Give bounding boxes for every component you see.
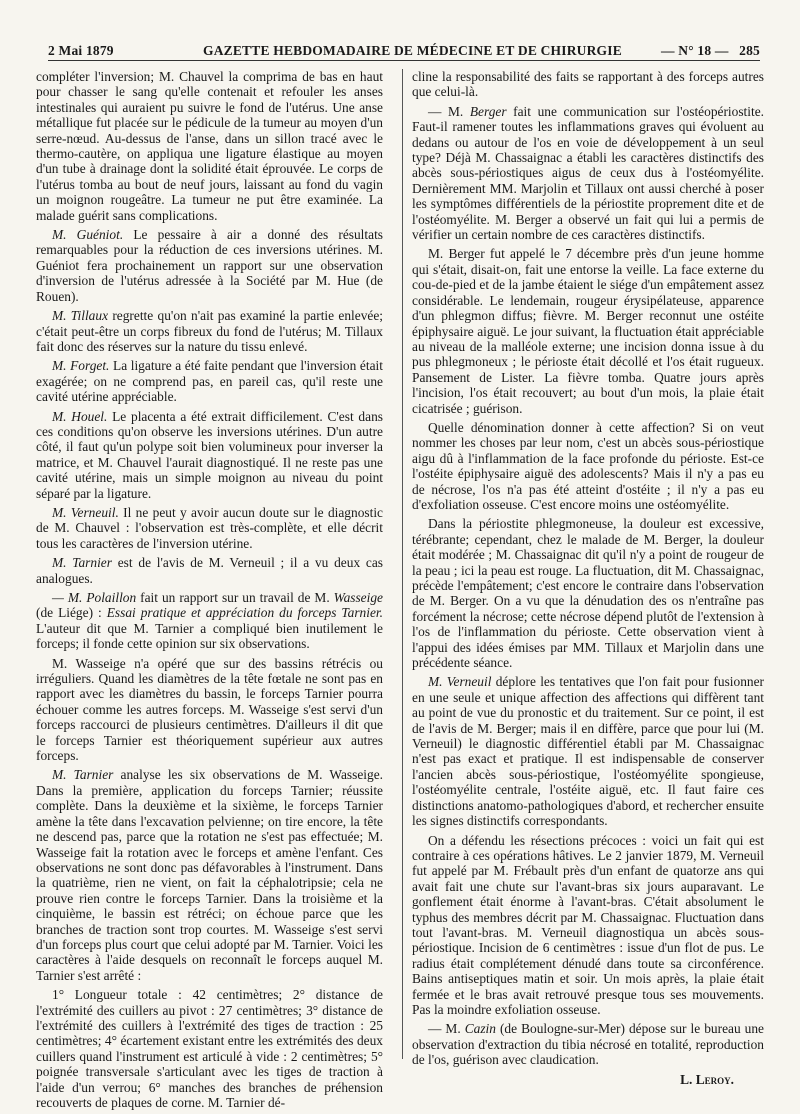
speaker-name: M. Verneuil bbox=[428, 674, 492, 690]
paragraph: Quelle dénomination donner à cette affection? Si on veut nommer les choses par leur nom, c'est un abcès sous-périostique aigu dû à l'inflammation de la face profonde du périoste. Est-ce l'ostéite épiphysaire aiguë des adolescents? Mais il n'y a pas eu de nécrose, l'os n'a pas été atteint d'ostéite ; il n'y a pas eu d'exfoliation osseuse. C'est encore moins une ostéomyélite. bbox=[412, 419, 764, 512]
paragraph: M. Verneuil déplore les tentatives que l'on fait pour fusionner en une seule et unique affection des affections qui diffèrent tant au point de vue du pronostic et du traitement. Sur ce point, il est de l'avis de M. Berger; mais il en diffère, parce que pour lui (M. Verneuil) le diagnostic différentiel établi par M. Chassaignac n'est pas exact et pratique. Il est indispensable de conserver l'ancien abcès sous-périostique, l'ostéomyélite spongieuse, l'ostéomyélite centrale, l'ostéite aiguë, etc. Il faut faire ces distinctions anatomo-pathologiques d'abord, et rechercher ensuite les signes distinctifs correspondants. bbox=[412, 674, 764, 829]
paragraph: M. Houel. Le placenta a été extrait difficilement. C'est dans ces conditions qu'on observe les inversions utérines. D'un autre côté, il faut qu'un polype soit bien volumineux pour inverser la matrice, et M. Chauvel l'aurait diagnostiqué. Il ne reste pas une cavité utérine, mais un simple moignon au niveau du point séparé par la ligature. bbox=[36, 408, 383, 501]
paragraph: M. Guéniot. Le pessaire à air a donné des résultats remarquables pour la réduction de ces inversions utérines. M. Guéniot fera prochainement un rapport sur une observation d'inversion de l'utérus adressée à la Société par M. Hue (de Rouen). bbox=[36, 227, 383, 304]
paragraph: cline la responsabilité des faits se rapportant à des forceps autres que celui-là. bbox=[412, 69, 764, 100]
speaker-name: M. Houel. bbox=[52, 408, 108, 424]
speaker-name: M. Verneuil. bbox=[52, 504, 119, 520]
speaker-name: — M. Polaillon bbox=[52, 590, 137, 605]
paragraph: — M. Cazin (de Boulogne-sur-Mer) dépose sur le bureau une observation d'extraction du tibia nécrosé en totalité, reproduction de l'os, guérison avec claudication. bbox=[412, 1021, 764, 1068]
left-column bbox=[36, 69, 383, 1114]
author-signature: L. Leroy. bbox=[680, 1071, 734, 1087]
speaker-name: M. Tarnier bbox=[52, 767, 114, 783]
paragraph: 1° Longueur totale : 42 centimètres; 2° distance de l'extrémité des cuillers au pivot : 27 centimètres; 3° distance de l'extrémité des cuillers à l'extrémité des tiges de traction : 25 centimètres; 4° écartement existant entre les extrémités des deux cuillers quand l'instrument est articulé à vide : 2 centimètres; 5° poignée transversale s'articulant avec les tiges de traction à l'aide d'un verrou; 6° manches des branches de préhension recouverts de plaques de corne. M. Tarnier dé- bbox=[36, 987, 383, 1110]
paragraph: On a défendu les résections précoces : voici un fait qui est contraire à ces opérations hâtives. Le 2 janvier 1879, M. Verneuil fut appelé par M. Frébault près d'un enfant de quatorze ans qui avait fait une chute sur l'avant-bras six jours auparavant. Le gonflement était énorme à l'avant-bras. C'était absolument le typhus des membres décrit par M. Chassaignac. Fluctuation dans tout l'avant-bras. M. Verneuil diagnostiqua un abcès sous-périostique. Incision de 6 centimètres : issue d'un flot de pus. Le radius était complétement dénudé dans toute sa circonférence. Bains antiseptiques matin et soir. Un mois après, la plaie était fermée et le bras avait retrouvé presque tous ses mouvements. Pas la moindre exfoliation osseuse. bbox=[412, 832, 764, 1017]
paragraph: M. Wasseige n'a opéré que sur des bassins rétrécis ou irréguliers. Quand les diamètres de la tête fœtale ne sont pas en rapport avec les diamètres du bassin, le forceps Tarnier pourra échouer comme les autres forceps. M. Wasseige s'est servi d'un forceps raccourci de plusieurs centimètres. D'ailleurs il dit que le forceps Tarnier est théoriquement supérieur aux autres forceps. bbox=[36, 655, 383, 764]
paragraph: compléter l'inversion; M. Chauvel la comprima de bas en haut pour chasser le sang qu'elle contenait et refouler les anses intestinales qui auraient pu suivre le fond de l'utérus. Une anse métallique fut placée sur le pédicule de la tumeur au moyen d'un serre-nœud. Au-dessus de l'anse, dans un sillon tracé avec le thermo-cautère, on appliqua une ligature élastique au moyen d'un tube à drainage dont la solidité était éprouvée. Le corps de l'utérus tomba au bout de neuf jours, laissant au fond du vagin un moignon rougeâtre. La tumeur ne put être examinée. La malade guérit sans complications. bbox=[36, 69, 383, 223]
speaker-name: Berger bbox=[469, 103, 507, 119]
paragraph: M. Tillaux regrette qu'on n'ait pas examiné la partie enlevée; c'était peut-être un corps fibreux du fond de l'utérus; M. Tillaux fait donc des réserves sur la nature du tissu enlevé. bbox=[36, 308, 383, 354]
paragraph: M. Verneuil. Il ne peut y avoir aucun doute sur le diagnostic de M. Chauvel : l'observation est très-complète, et elle décrit tous les caractères de l'inversion utérine. bbox=[36, 504, 383, 551]
paragraph: M. Tarnier analyse les six observations de M. Wasseige. Dans la première, application du forceps Tarnier; réussite complète. Dans la deuxième et la sixième, le forceps Tarnier amène la tête dans l'excavation pelvienne; on tire encore, la tête ne descend pas, parce que la rotation ne s'est pas effectuée; M. Wasseige fait la rotation avec le forceps et amène l'enfant. Ces observations ne sont donc pas défavorables à l'instrument. Dans la quatrième, rien ne vient, on fait la céphalotripsie; cela ne prouve rien contre le forceps Tarnier. Dans la troisième et la cinquième, le bassin est rétréci; on échoue parce que les branches de traction sont trop courtes. M. Wasseige s'est servi d'un forceps plus court que celui adopté par M. Tarnier. Voici les caractères à l'aide desquels on reconnaît le forceps auquel M. Tarnier s'est arrêté : bbox=[36, 767, 383, 983]
page-header bbox=[48, 40, 760, 61]
header-date: 2 Mai 1879 bbox=[48, 43, 114, 58]
paragraph: M. Forget. La ligature a été faite pendant que l'inversion était exagérée; on ne comprend pas, en pareil cas, qu'il reste une cavité utérine appréciable. bbox=[36, 358, 383, 405]
work-title: Essai pratique et appréciation du forceps Tarnier. bbox=[106, 605, 383, 621]
header-issue-number: — N° 18 — bbox=[661, 43, 729, 58]
paragraph: — M. Berger fait une communication sur l'ostéopériostite. Faut-il ramener toutes les inflammations graves qui évoluent au dedans ou autour de l'os en voie de développement à un seul type? Déjà M. Chassaignac a établi les caractères distinctifs des abcès sous-périostiques aigus de ceux dus à l'ostéomyélite. Dernièrement MM. Marjolin et Tillaux ont aussi cherché à poser les symptômes différentiels de la périostite proprement dite et de l'ostéomyélite. M. Berger a observé un fait qui lui a permis de vérifier un certain nombre de ces caractères distinctifs. bbox=[412, 103, 764, 243]
speaker-name: M. Forget. bbox=[52, 358, 110, 374]
paragraph: Dans la périostite phlegmoneuse, la douleur est excessive, térébrante; cependant, chez le malade de M. Berger, la douleur était modérée ; M. Chassaignac dit qu'il n'y a point de rougeur de la peau ; ici la peau est rouge. La fluctuation, dit M. Chassaignac, précède l'empâtement; c'est encore le contraire dans l'observation de M. Berger. On a vu que la dénudation des os n'entraîne pas forcément la nécrose; cette nécrose dépend plutôt de l'extension à l'os de l'inflammation du périoste. Cette observation vient à l'appui des idées émises par MM. Tillaux et Marjolin dans une précédente séance. bbox=[412, 516, 764, 671]
header-title: GAZETTE HEBDOMADAIRE DE MÉDECINE ET DE CHIRURGIE bbox=[203, 43, 622, 58]
speaker-name: M. Guéniot. bbox=[52, 227, 124, 243]
header-page-number: 285 bbox=[739, 43, 760, 58]
speaker-name: Cazin bbox=[464, 1021, 496, 1037]
paragraph: M. Berger fut appelé le 7 décembre près d'un jeune homme qui s'était, disait-on, fait une entorse la veille. La face externe du cou-de-pied et de la jambe étaient le siége d'un empâtement assez considérable. Le lendemain, rougeur érysipélateuse, apparence d'un phlegmon diffus; fièvre. M. Berger reconnut une ostéite épiphysaire aiguë. Le jour suivant, la fluctuation était appréciable au niveau de la malléole externe; une incision donna issue à du pus phlegmoneux ; le périoste était décollé et l'os était rugueux. Pansement de Lister. La fièvre tomba. Quatre jours après l'incision, l'os était recouvert; au bout d'un mois, la plaie était cicatrisée ; guérison. bbox=[412, 246, 764, 416]
speaker-name: M. Tillaux bbox=[52, 308, 109, 324]
column-divider bbox=[402, 69, 403, 1059]
right-column bbox=[412, 69, 764, 1087]
paragraph: — M. Polaillon fait un rapport sur un travail de M. Wasseige (de Liége) : Essai pratique et appréciation du forceps Tarnier. L'auteur dit que M. Tarnier a compliqué bien inutilement le forceps; il fonde cette opinion sur six observations. bbox=[36, 590, 383, 652]
speaker-name: M. Tarnier bbox=[52, 555, 112, 571]
paragraph: M. Tarnier est de l'avis de M. Verneuil ; il a vu deux cas analogues. bbox=[36, 555, 383, 586]
